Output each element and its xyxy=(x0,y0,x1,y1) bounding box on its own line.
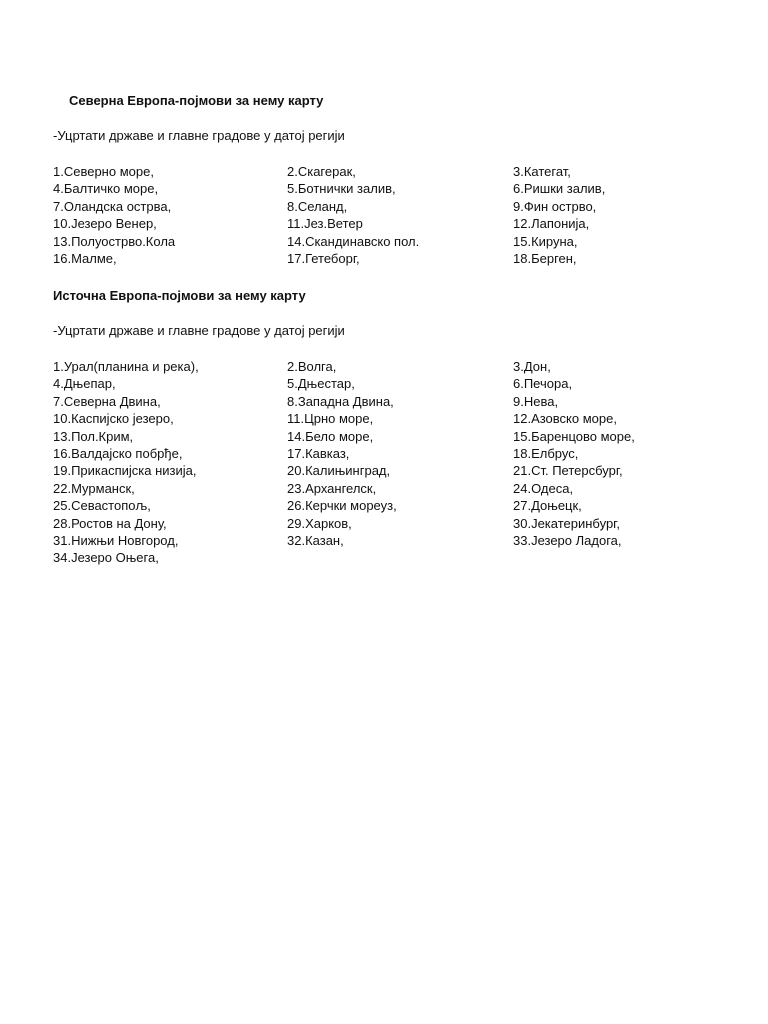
list-item: 22.Мурманск, xyxy=(53,480,135,496)
list-item: 13.Полуострво.Кола xyxy=(53,233,176,249)
list-item: 31.Нижњи Новгород, xyxy=(53,532,179,548)
list-item: 2.Скагерак, xyxy=(287,164,356,179)
list-item: 24.Одеса, xyxy=(513,480,574,496)
list-item: 17.Гетеборг, xyxy=(287,250,360,266)
list-item: 9.Фин острво, xyxy=(513,198,597,214)
list-item: 10.Каспијско језеро, xyxy=(53,411,174,427)
list-item: 29.Харков, xyxy=(287,515,352,531)
north-europe-term-list xyxy=(53,163,733,267)
north-europe-title: Северна Европа-појмови за нему карту xyxy=(69,93,324,108)
list-item: 33.Језеро Ладога, xyxy=(513,532,622,548)
list-item: 20.Калињинград, xyxy=(287,463,391,479)
list-item: 6.Печора, xyxy=(513,376,573,392)
list-item: 5.Ботнички залив, xyxy=(287,181,396,197)
list-item: 25.Севастопољ, xyxy=(53,498,151,514)
list-item: 14.Скандинавско пол. xyxy=(287,233,420,249)
list-item: 8.Западна Двина, xyxy=(287,393,394,409)
east-europe-section xyxy=(53,287,733,567)
north-europe-section xyxy=(53,92,733,267)
list-item: 15.Баренцово море, xyxy=(513,428,635,444)
list-item: 18.Берген, xyxy=(513,250,577,266)
list-item: 21.Ст. Петерсбург, xyxy=(513,463,623,479)
list-item: 6.Ришки залив, xyxy=(513,181,606,197)
list-item: 16.Валдајско побрђе, xyxy=(53,445,183,461)
list-item: 27.Доњецк, xyxy=(513,498,582,514)
list-item: 26.Керчки мореуз, xyxy=(287,498,397,514)
list-item: 13.Пол.Крим, xyxy=(53,428,134,444)
list-item: 14.Бело море, xyxy=(287,428,374,444)
list-item: 15.Кируна, xyxy=(513,233,578,249)
east-europe-title: Источна Европа-појмови за нему карту xyxy=(53,288,306,303)
east-europe-term-list xyxy=(53,358,733,567)
list-item: 17.Кавказ, xyxy=(287,445,350,461)
east-europe-instruction: -Уцртати државе и главне градове у датој регији xyxy=(53,323,345,338)
list-item: 12.Азовско море, xyxy=(513,411,617,427)
list-item: 23.Архангелск, xyxy=(287,480,377,496)
list-item: 1.Северно море, xyxy=(53,164,154,179)
list-item: 10.Језеро Венер, xyxy=(53,216,157,232)
list-item: 34.Језеро Оњега, xyxy=(53,550,159,566)
list-item: 3.Категат, xyxy=(513,164,571,179)
list-item: 9.Нева, xyxy=(513,393,559,409)
list-item: 3.Дон, xyxy=(513,359,551,374)
list-item: 19.Прикаспијска низија, xyxy=(53,463,197,479)
list-item: 12.Лапонија, xyxy=(513,216,590,232)
list-item: 18.Елбрус, xyxy=(513,445,579,461)
list-item: 7.Северна Двина, xyxy=(53,393,161,409)
list-item: 2.Волга, xyxy=(287,359,337,374)
list-item: 32.Казан, xyxy=(287,532,344,548)
list-item: 5.Дњестар, xyxy=(287,376,355,392)
list-item: 4.Дњепар, xyxy=(53,376,116,392)
list-item: 7.Оландска острва, xyxy=(53,198,172,214)
list-item: 4.Балтичко море, xyxy=(53,181,159,197)
list-item: 28.Ростов на Дону, xyxy=(53,515,167,531)
list-item: 16.Малме, xyxy=(53,250,117,266)
list-item: 8.Селанд, xyxy=(287,198,348,214)
list-item: 11.Црно море, xyxy=(287,411,374,427)
north-europe-instruction: -Уцртати државе и главне градове у датој регији xyxy=(53,128,345,143)
list-item: 11.Јез.Ветер xyxy=(287,216,363,232)
list-item: 1.Урал(планина и река), xyxy=(53,359,199,374)
list-item: 30.Јекатеринбург, xyxy=(513,515,620,531)
